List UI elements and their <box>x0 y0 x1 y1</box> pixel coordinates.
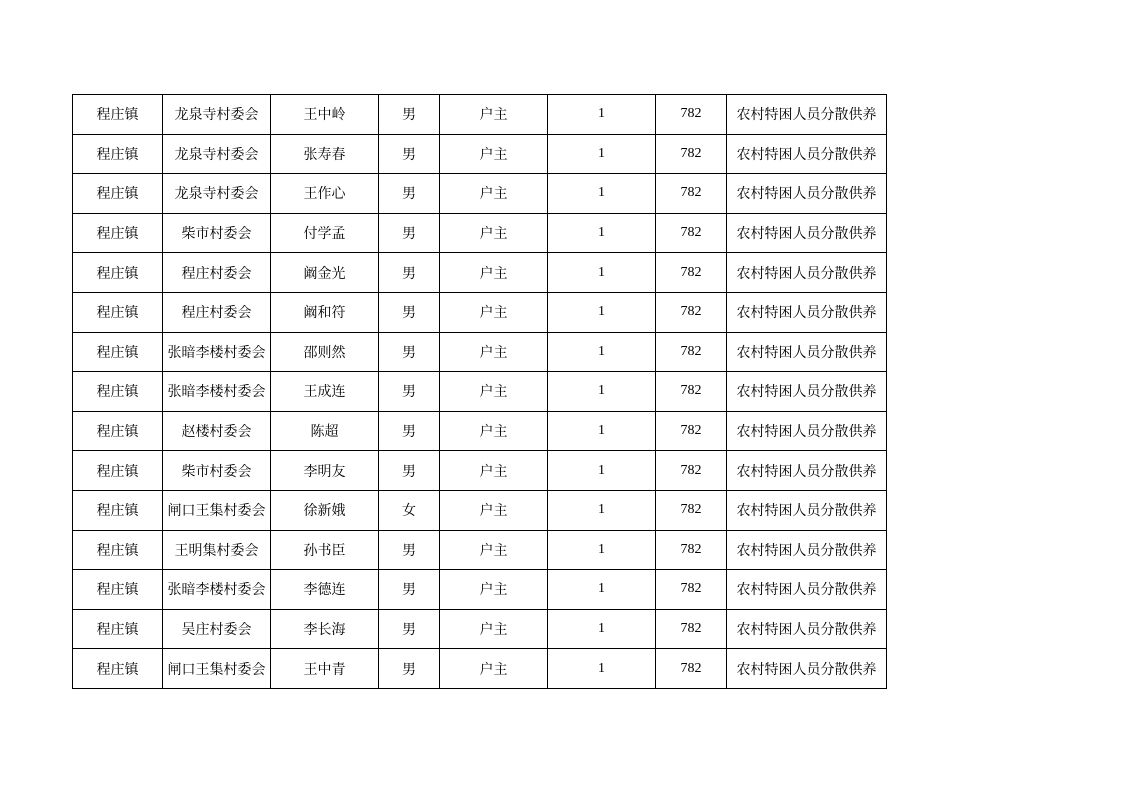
town-cell: 程庄镇 <box>73 372 163 412</box>
village-cell: 王明集村委会 <box>163 530 271 570</box>
count-cell: 1 <box>548 570 656 610</box>
village-cell: 张暗李楼村委会 <box>163 372 271 412</box>
amount-cell: 782 <box>656 332 727 372</box>
table-row <box>73 451 887 491</box>
relation-cell: 户主 <box>440 490 548 530</box>
relation-cell: 户主 <box>440 570 548 610</box>
town-cell: 程庄镇 <box>73 411 163 451</box>
name-cell: 徐新娥 <box>271 490 379 530</box>
category-cell: 农村特困人员分散供养 <box>727 292 887 332</box>
gender-cell: 男 <box>379 332 440 372</box>
name-cell: 孙书臣 <box>271 530 379 570</box>
relation-cell: 户主 <box>440 451 548 491</box>
category-cell: 农村特困人员分散供养 <box>727 530 887 570</box>
relation-cell: 户主 <box>440 95 548 135</box>
amount-cell: 782 <box>656 372 727 412</box>
amount-cell: 782 <box>656 292 727 332</box>
name-cell: 阚和符 <box>271 292 379 332</box>
town-cell: 程庄镇 <box>73 253 163 293</box>
relation-cell: 户主 <box>440 292 548 332</box>
category-cell: 农村特困人员分散供养 <box>727 609 887 649</box>
relation-cell: 户主 <box>440 134 548 174</box>
gender-cell: 男 <box>379 372 440 412</box>
village-cell: 柴市村委会 <box>163 451 271 491</box>
category-cell: 农村特困人员分散供养 <box>727 411 887 451</box>
category-cell: 农村特困人员分散供养 <box>727 332 887 372</box>
town-cell: 程庄镇 <box>73 530 163 570</box>
count-cell: 1 <box>548 332 656 372</box>
table-row <box>73 332 887 372</box>
village-cell: 张暗李楼村委会 <box>163 332 271 372</box>
count-cell: 1 <box>548 372 656 412</box>
table-row <box>73 213 887 253</box>
table-row <box>73 253 887 293</box>
gender-cell: 女 <box>379 490 440 530</box>
category-cell: 农村特困人员分散供养 <box>727 490 887 530</box>
gender-cell: 男 <box>379 292 440 332</box>
amount-cell: 782 <box>656 253 727 293</box>
table-row <box>73 95 887 135</box>
gender-cell: 男 <box>379 451 440 491</box>
count-cell: 1 <box>548 490 656 530</box>
count-cell: 1 <box>548 253 656 293</box>
name-cell: 王成连 <box>271 372 379 412</box>
name-cell: 李明友 <box>271 451 379 491</box>
count-cell: 1 <box>548 411 656 451</box>
relation-cell: 户主 <box>440 530 548 570</box>
table-row <box>73 134 887 174</box>
count-cell: 1 <box>548 649 656 689</box>
relation-cell: 户主 <box>440 213 548 253</box>
town-cell: 程庄镇 <box>73 292 163 332</box>
table-row <box>73 530 887 570</box>
name-cell: 阚金光 <box>271 253 379 293</box>
name-cell: 邵则然 <box>271 332 379 372</box>
village-cell: 赵楼村委会 <box>163 411 271 451</box>
amount-cell: 782 <box>656 609 727 649</box>
gender-cell: 男 <box>379 530 440 570</box>
name-cell: 李长海 <box>271 609 379 649</box>
amount-cell: 782 <box>656 570 727 610</box>
name-cell: 付学孟 <box>271 213 379 253</box>
category-cell: 农村特困人员分散供养 <box>727 134 887 174</box>
count-cell: 1 <box>548 95 656 135</box>
category-cell: 农村特困人员分散供养 <box>727 253 887 293</box>
gender-cell: 男 <box>379 609 440 649</box>
village-cell: 龙泉寺村委会 <box>163 174 271 214</box>
name-cell: 王中青 <box>271 649 379 689</box>
table-row <box>73 292 887 332</box>
gender-cell: 男 <box>379 213 440 253</box>
town-cell: 程庄镇 <box>73 95 163 135</box>
relation-cell: 户主 <box>440 174 548 214</box>
count-cell: 1 <box>548 609 656 649</box>
relation-cell: 户主 <box>440 332 548 372</box>
category-cell: 农村特困人员分散供养 <box>727 174 887 214</box>
table-row <box>73 372 887 412</box>
amount-cell: 782 <box>656 174 727 214</box>
category-cell: 农村特困人员分散供养 <box>727 213 887 253</box>
town-cell: 程庄镇 <box>73 213 163 253</box>
town-cell: 程庄镇 <box>73 451 163 491</box>
gender-cell: 男 <box>379 411 440 451</box>
table-body <box>73 95 887 689</box>
table-row <box>73 490 887 530</box>
amount-cell: 782 <box>656 451 727 491</box>
gender-cell: 男 <box>379 649 440 689</box>
town-cell: 程庄镇 <box>73 174 163 214</box>
category-cell: 农村特困人员分散供养 <box>727 451 887 491</box>
gender-cell: 男 <box>379 174 440 214</box>
village-cell: 闸口王集村委会 <box>163 649 271 689</box>
table-row <box>73 609 887 649</box>
table-row <box>73 570 887 610</box>
amount-cell: 782 <box>656 95 727 135</box>
town-cell: 程庄镇 <box>73 649 163 689</box>
gender-cell: 男 <box>379 570 440 610</box>
category-cell: 农村特困人员分散供养 <box>727 649 887 689</box>
name-cell: 王中岭 <box>271 95 379 135</box>
count-cell: 1 <box>548 292 656 332</box>
data-table <box>72 94 887 689</box>
village-cell: 龙泉寺村委会 <box>163 95 271 135</box>
village-cell: 张暗李楼村委会 <box>163 570 271 610</box>
village-cell: 柴市村委会 <box>163 213 271 253</box>
count-cell: 1 <box>548 213 656 253</box>
amount-cell: 782 <box>656 530 727 570</box>
category-cell: 农村特困人员分散供养 <box>727 570 887 610</box>
count-cell: 1 <box>548 174 656 214</box>
gender-cell: 男 <box>379 253 440 293</box>
town-cell: 程庄镇 <box>73 332 163 372</box>
town-cell: 程庄镇 <box>73 570 163 610</box>
relation-cell: 户主 <box>440 609 548 649</box>
table-row <box>73 411 887 451</box>
count-cell: 1 <box>548 134 656 174</box>
village-cell: 程庄村委会 <box>163 253 271 293</box>
relation-cell: 户主 <box>440 372 548 412</box>
amount-cell: 782 <box>656 213 727 253</box>
village-cell: 龙泉寺村委会 <box>163 134 271 174</box>
category-cell: 农村特困人员分散供养 <box>727 95 887 135</box>
table-row <box>73 649 887 689</box>
amount-cell: 782 <box>656 411 727 451</box>
category-cell: 农村特困人员分散供养 <box>727 372 887 412</box>
table-row <box>73 174 887 214</box>
count-cell: 1 <box>548 530 656 570</box>
relation-cell: 户主 <box>440 253 548 293</box>
relation-cell: 户主 <box>440 649 548 689</box>
name-cell: 张寿春 <box>271 134 379 174</box>
name-cell: 陈超 <box>271 411 379 451</box>
name-cell: 王作心 <box>271 174 379 214</box>
amount-cell: 782 <box>656 649 727 689</box>
gender-cell: 男 <box>379 134 440 174</box>
amount-cell: 782 <box>656 134 727 174</box>
relation-cell: 户主 <box>440 411 548 451</box>
town-cell: 程庄镇 <box>73 609 163 649</box>
count-cell: 1 <box>548 451 656 491</box>
village-cell: 程庄村委会 <box>163 292 271 332</box>
amount-cell: 782 <box>656 490 727 530</box>
village-cell: 吴庄村委会 <box>163 609 271 649</box>
town-cell: 程庄镇 <box>73 490 163 530</box>
village-cell: 闸口王集村委会 <box>163 490 271 530</box>
gender-cell: 男 <box>379 95 440 135</box>
name-cell: 李德连 <box>271 570 379 610</box>
town-cell: 程庄镇 <box>73 134 163 174</box>
